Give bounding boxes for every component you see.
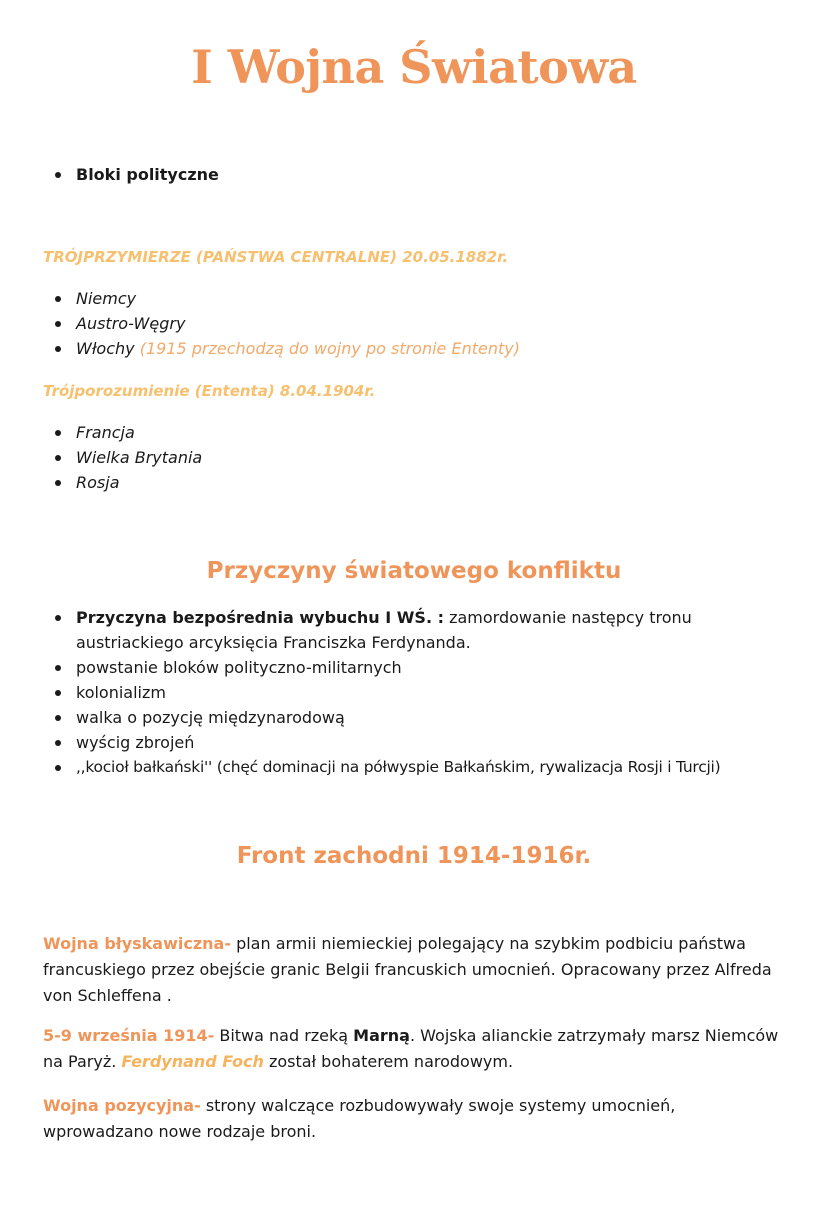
italy-note: (1915 przechodzą do wojny po stronie Ententy)	[139, 339, 520, 358]
marne-text-2: . Wojska alianckie zatrzymały marsz Niemców na Paryż.	[43, 1026, 779, 1071]
blitzkrieg-label: Wojna błyskawiczna-	[43, 934, 231, 953]
western-front-heading: Front zachodni 1914-1916r.	[236, 843, 592, 869]
list-item: walka o pozycję międzynarodową	[55, 705, 770, 730]
foch-name: Ferdynand Foch	[121, 1052, 264, 1071]
triple-alliance-list	[55, 286, 795, 361]
causes-heading: Przyczyny światowego konfliktu	[206, 558, 622, 584]
direct-cause-text: zamordowanie następcy tronu austriackiego arcyksięcia Franciszka Ferdynanda.	[76, 608, 692, 652]
marne-text-1: Bitwa nad rzeką	[214, 1026, 354, 1045]
list-item	[55, 336, 795, 361]
marne-date-label: 5-9 września 1914-	[43, 1026, 215, 1045]
triple-alliance-heading: TRÓJPRZYMIERZE (PAŃSTWA CENTRALNE) 20.05.1882r.	[43, 248, 509, 266]
list-item: powstanie bloków polityczno-militarnych	[55, 655, 770, 680]
list-item: Niemcy	[55, 286, 795, 311]
blitzkrieg-text: plan armii niemieckiej polegający na szybkim podbiciu państwa francuskiego przez obejście granic Belgii francuskich umocnień. Opracowany przez Alfreda von Schleffena .	[43, 934, 772, 1005]
blitzkrieg-paragraph	[43, 931, 788, 1009]
list-item	[55, 605, 770, 655]
list-item: Wielka Brytania	[55, 445, 795, 470]
causes-list	[55, 605, 770, 780]
marne-name: Marną	[353, 1026, 410, 1045]
page-title: I Wojna Światowa	[191, 40, 637, 94]
list-item: kolonializm	[55, 680, 770, 705]
trench-warfare-text: strony walczące rozbudowywały swoje systemy umocnień, wprowadzano nowe rodzaje broni.	[43, 1096, 676, 1141]
entente-list	[55, 420, 795, 495]
marne-paragraph	[43, 1023, 788, 1075]
entente-heading: Trójporozumienie (Ententa) 8.04.1904r.	[43, 382, 376, 400]
direct-cause-label: Przyczyna bezpośrednia wybuchu I WŚ. :	[76, 608, 444, 627]
trench-warfare-label: Wojna pozycyjna-	[43, 1096, 201, 1115]
list-item: Rosja	[55, 470, 795, 495]
intro-list	[55, 162, 795, 187]
list-item: wyścig zbrojeń	[55, 730, 770, 755]
list-item: ,,kocioł bałkański'' (chęć dominacji na półwyspie Bałkańskim, rywalizacja Rosji i Turcji)	[55, 755, 770, 780]
trench-warfare-paragraph	[43, 1093, 788, 1145]
intro-item-text: Bloki polityczne	[76, 165, 219, 184]
marne-text-3: został bohaterem narodowym.	[263, 1052, 514, 1071]
list-item: Austro-Węgry	[55, 311, 795, 336]
member-name: Włochy	[76, 339, 135, 358]
list-item: Francja	[55, 420, 795, 445]
list-item	[55, 162, 795, 187]
